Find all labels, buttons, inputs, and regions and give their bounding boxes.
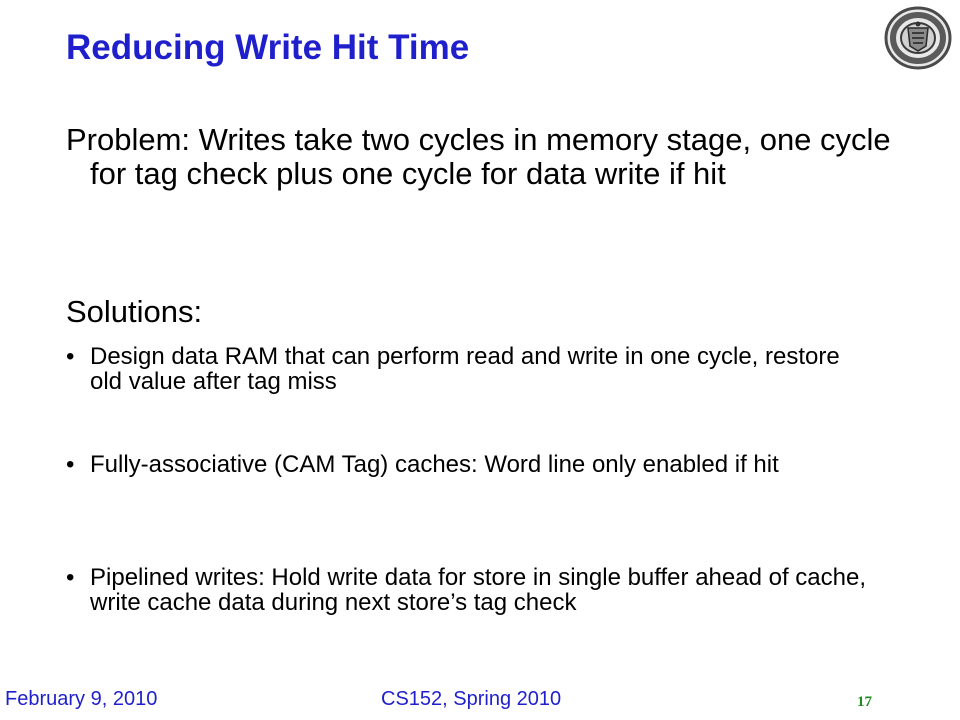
bullet-text: Design data RAM that can perform read and write in one cycle, restore old value after tag miss [90, 343, 840, 395]
bullet-text: Fully-associative (CAM Tag) caches: Word line only enabled if hit [90, 451, 779, 478]
page-number: 17 [857, 694, 872, 710]
bullet-dot: • [66, 564, 75, 591]
bullet-item [66, 565, 870, 615]
footer-date: February 9, 2010 [5, 688, 158, 710]
bullet-dot: • [66, 343, 75, 370]
footer-course: CS152, Spring 2010 [381, 688, 562, 710]
university-seal-icon [884, 6, 952, 70]
bullet-item [66, 452, 870, 477]
problem-statement: Problem: Writes take two cycles in memory stage, one cycle for tag check plus one cycle for data write if hit [66, 122, 891, 191]
bullet-text: Pipelined writes: Hold write data for store in single buffer ahead of cache, write cache data during next store’s tag check [90, 564, 866, 616]
bullet-dot: • [66, 451, 75, 478]
solutions-heading: Solutions: [66, 294, 203, 329]
bullet-item [66, 344, 870, 394]
slide-title: Reducing Write Hit Time [66, 28, 470, 67]
